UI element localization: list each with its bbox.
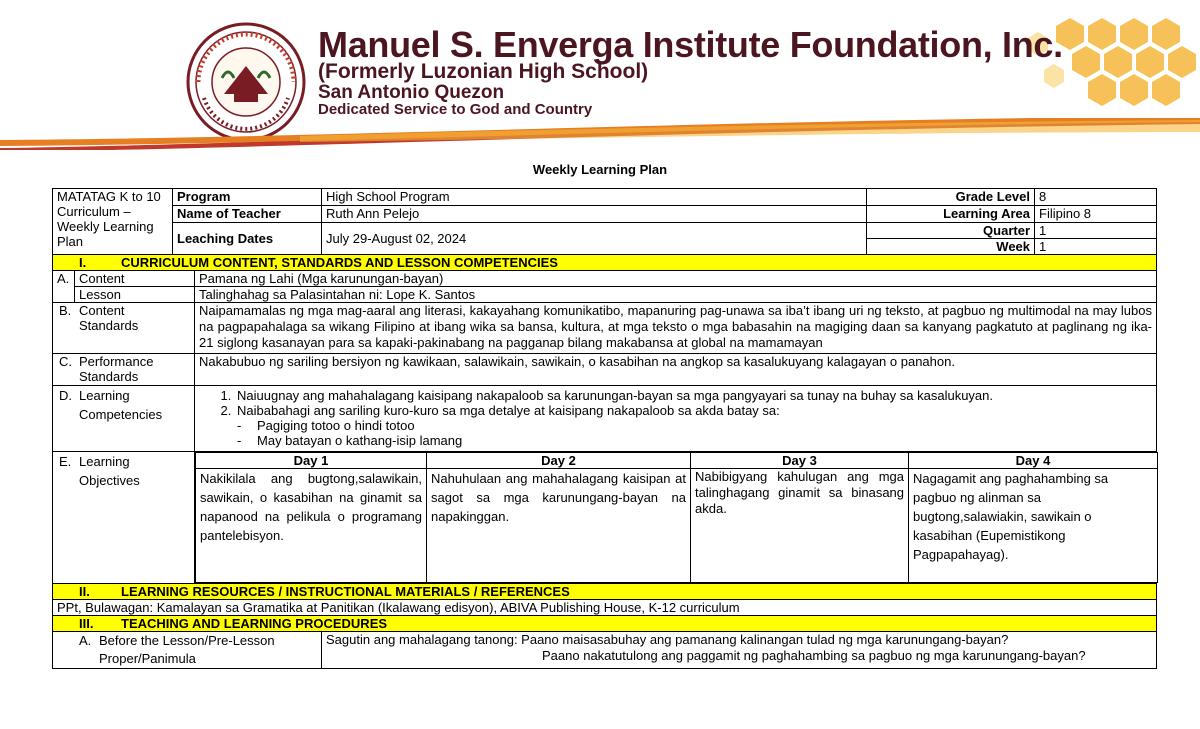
learning-area-value: Filipino 8: [1035, 206, 1157, 223]
competencies-row: [53, 386, 1157, 452]
lesson-value: Talinghahag sa Palasintahan ni: Lope K. Santos: [195, 287, 1157, 303]
info-row-program: [53, 189, 1157, 206]
grade-level-value: 8: [1035, 189, 1157, 206]
content-label: Content: [75, 271, 195, 287]
day-1-header: Day 1: [196, 453, 427, 469]
section-2-title: LEARNING RESOURCES / INSTRUCTIONAL MATERIALS / REFERENCES: [121, 584, 570, 599]
content-value: Pamana ng Lahi (Mga karunungan-bayan): [195, 271, 1157, 287]
document-title: Weekly Learning Plan: [532, 162, 668, 177]
dates-value: July 29-August 02, 2024: [322, 223, 867, 255]
school-header: [0, 0, 1200, 150]
competencies-label-2: Competencies: [79, 407, 163, 422]
section-2-numeral: II.: [79, 584, 90, 599]
section-1-header: [53, 255, 1157, 271]
section-3-header: [53, 616, 1157, 632]
section-3-title: TEACHING AND LEARNING PROCEDURES: [121, 616, 388, 631]
section-3-numeral: III.: [79, 616, 94, 631]
day-3-objective: Nabibigyang kahulugan ang mga talinghagang ginamit sa binasang akda.: [691, 469, 909, 583]
program-value: High School Program: [322, 189, 867, 206]
competency-sub-item: - May batayan o kathang-isip lamang: [255, 433, 1152, 448]
institution-name: Manuel S. Enverga Institute Foundation, Inc.: [318, 24, 1063, 65]
lesson-label: Lesson: [75, 287, 195, 303]
resources-value: PPt, Bulawagan: Kamalayan sa Gramatika at Panitikan (Ikalawang edisyon), ABIVA Publishing House, K-12 curriculum: [53, 600, 1157, 616]
content-row: [53, 271, 1157, 287]
content-standards-row: [53, 303, 1157, 354]
week-label: Week: [867, 239, 1035, 255]
day-3-header: Day 3: [691, 453, 909, 469]
competencies-label: Learning: [79, 388, 130, 403]
info-row-teacher: [53, 206, 1157, 223]
performance-label: Performance: [79, 354, 154, 369]
resources-row: [53, 600, 1157, 616]
performance-standards-row: [53, 354, 1157, 386]
former-name: (Formerly Luzonian High School): [318, 60, 649, 83]
before-lesson-letter: A.: [79, 633, 92, 648]
section-1-title: CURRICULUM CONTENT, STANDARDS AND LESSON COMPETENCIES: [121, 255, 558, 270]
school-location: San Antonio Quezon: [318, 82, 505, 103]
day-1-objective: Nakikilala ang bugtong,salawikain, sawikain, o kasabihan na ginamit sa napanood na pelikula o programang pantelebisyon.: [196, 469, 427, 583]
teacher-value: Ruth Ann Pelejo: [322, 206, 867, 223]
day-4-objective: Nagagamit ang paghahambing sa pagbuo ng alinman sa bugtong,salawiakin, sawikain o kasabihan (Eupemistikong Pagpapahayag).: [909, 469, 1158, 583]
dates-label: Leaching Dates: [173, 223, 322, 255]
day-2-objective: Nahuhulaan ang mahahalagang kaisipan at sagot sa mga karunungang-bayan na napakinggan.: [427, 469, 691, 583]
competency-item: 2. Naibabahagi ang sariling kuro-kuro sa mga detalye at kaisipang nakapaloob sa akda batay sa: - Pagiging totoo o hindi totoo - May batayan o kathang-isip lamang: [235, 403, 1152, 448]
before-lesson-row: [53, 632, 1157, 669]
objectives-days-table: [195, 452, 1158, 583]
quarter-label: Quarter: [867, 223, 1035, 239]
standards-label: Content: [79, 303, 125, 318]
lesson-row: [53, 287, 1157, 303]
learning-area-label: Learning Area: [867, 206, 1035, 223]
objectives-letter: E.: [59, 454, 72, 469]
week-value: 1: [1035, 239, 1157, 255]
essential-question-1: Sagutin ang mahalagang tanong: Paano maisasabuhay ang pamanang kalinangan tulad ng mga karunungang-bayan?: [326, 632, 1009, 647]
quarter-value: 1: [1035, 223, 1157, 239]
objectives-label-2: Objectives: [79, 473, 140, 488]
competencies-letter: D.: [59, 388, 72, 403]
performance-label-2: Standards: [79, 369, 139, 384]
teacher-label: Name of Teacher: [173, 206, 322, 223]
days-objectives-row: [196, 469, 1158, 583]
essential-question-2: Paano nakatutulong ang paggamit ng paghahambing sa pagbuo ng mga karunungang-bayan?: [542, 648, 1086, 663]
standards-letter: B.: [59, 303, 72, 318]
content-letter: A.: [53, 271, 75, 303]
performance-letter: C.: [59, 354, 72, 369]
performance-standards-value: Nakabubuo ng sariling bersiyon ng kawikaan, salawikain, sawikain, o kasabihan na angkop sa kasalukuyang kalagayan o panahon.: [195, 354, 1157, 386]
days-header-row: [196, 453, 1158, 469]
section-1-numeral: I.: [79, 255, 87, 270]
header-ribbon: [0, 118, 1200, 150]
competency-sub-list: [237, 418, 1152, 448]
grade-level-label: Grade Level: [867, 189, 1035, 206]
curriculum-name: MATATAG K to 10 Curriculum – Weekly Learning Plan: [53, 189, 173, 255]
program-label: Program: [173, 189, 322, 206]
competency-item: 1. Naiuugnay ang mahahalagang kaisipang nakapaloob sa karunungan-bayan sa mga pangyayari sa tunay na buhay sa kasalukuyan.: [235, 388, 1152, 403]
day-2-header: Day 2: [427, 453, 691, 469]
competencies-list: [199, 388, 1152, 448]
weekly-learning-plan-table: [52, 188, 1157, 669]
content-standards-value: Naipamamalas ng mga mag-aaral ang literasi, kakayahang komunikatibo, mapanuring pag-unawa sa iba’t ibang uri ng teksto, at pagbuo ng multimodal na may lubos na pagpapahalaga sa wikang Filipino at ibang wika sa bansa, kultura, at mga teksto o mga babasahin na magiging daan sa kanyang pagkatuto at paglinang ng ika-21 siglong kasanayan para sa kapaki-pakinabang na pagganap bilang makabansa at global na mamamayan: [195, 303, 1157, 354]
school-motto: Dedicated Service to God and Country: [318, 101, 593, 118]
before-lesson-label: Before the Lesson/Pre-Lesson: [99, 633, 275, 648]
competency-sub-item: - Pagiging totoo o hindi totoo: [255, 418, 1152, 433]
info-row-dates: [53, 223, 1157, 239]
section-2-header: [53, 584, 1157, 600]
objectives-label: Learning: [79, 454, 130, 469]
learning-objectives-row: [53, 452, 1157, 584]
standards-label-2: Standards: [79, 318, 139, 333]
before-lesson-label-2: Proper/Panimula: [99, 651, 196, 666]
day-4-header: Day 4: [909, 453, 1158, 469]
